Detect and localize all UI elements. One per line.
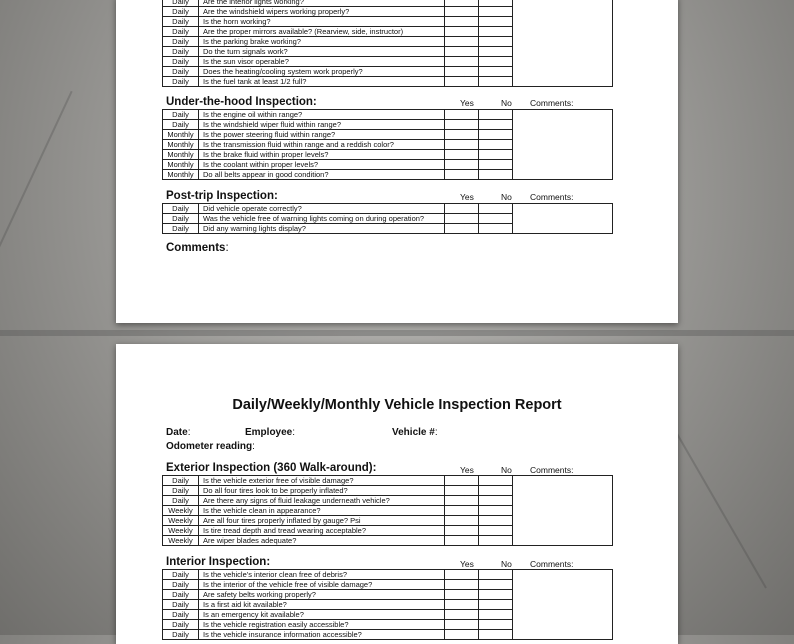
yes-checkbox-cell[interactable]	[445, 526, 479, 536]
frequency-cell: Monthly	[163, 170, 199, 180]
yes-checkbox-cell[interactable]	[445, 57, 479, 67]
table-row	[163, 486, 613, 496]
comments-cell[interactable]	[513, 570, 613, 580]
question-cell: Is the transmission fluid within range and a reddish color?	[199, 140, 445, 150]
no-checkbox-cell[interactable]	[479, 476, 513, 486]
question-cell: Are the interior lights working?	[199, 0, 445, 7]
question-cell: Is the vehicle registration easily accessible?	[199, 620, 445, 630]
yes-checkbox-cell[interactable]	[445, 170, 479, 180]
yes-checkbox-cell[interactable]	[445, 224, 479, 234]
frequency-cell: Daily	[163, 0, 199, 7]
frequency-cell: Daily	[163, 580, 199, 590]
question-cell: Is the windshield wiper fluid within range?	[199, 120, 445, 130]
frequency-cell: Daily	[163, 37, 199, 47]
table-row	[163, 620, 613, 630]
yes-checkbox-cell[interactable]	[445, 17, 479, 27]
no-column-label: No	[501, 465, 512, 475]
table-row	[163, 67, 613, 77]
yes-checkbox-cell[interactable]	[445, 590, 479, 600]
comments-cell[interactable]	[513, 47, 613, 57]
yes-checkbox-cell[interactable]	[445, 130, 479, 140]
table-row	[163, 77, 613, 87]
table-row	[163, 476, 613, 486]
comments-cell[interactable]	[513, 600, 613, 610]
no-checkbox-cell[interactable]	[479, 580, 513, 590]
comments-cell[interactable]	[513, 67, 613, 77]
question-cell: Does the heating/cooling system work properly?	[199, 67, 445, 77]
question-cell: Are all four tires properly inflated by gauge? Psi	[199, 516, 445, 526]
frequency-cell: Daily	[163, 486, 199, 496]
no-checkbox-cell[interactable]	[479, 120, 513, 130]
no-checkbox-cell[interactable]	[479, 610, 513, 620]
frequency-cell: Monthly	[163, 140, 199, 150]
comments-cell[interactable]	[513, 214, 613, 224]
table-row	[163, 170, 613, 180]
question-cell: Is the brake fluid within proper levels?	[199, 150, 445, 160]
no-checkbox-cell[interactable]	[479, 27, 513, 37]
report-title: Daily/Weekly/Monthly Vehicle Inspection Report	[232, 397, 562, 413]
question-cell: Is the power steering fluid within range?	[199, 130, 445, 140]
comments-cell[interactable]	[513, 37, 613, 47]
question-cell: Is the vehicle's interior clean free of debris?	[199, 570, 445, 580]
frequency-cell: Daily	[163, 224, 199, 234]
yes-checkbox-cell[interactable]	[445, 600, 479, 610]
frequency-cell: Daily	[163, 476, 199, 486]
table-row	[163, 516, 613, 526]
table-row	[163, 496, 613, 506]
frequency-cell: Daily	[163, 17, 199, 27]
no-checkbox-cell[interactable]	[479, 7, 513, 17]
table-row	[163, 224, 613, 234]
question-cell: Is a first aid kit available?	[199, 600, 445, 610]
no-checkbox-cell[interactable]	[479, 590, 513, 600]
yes-column-label: Yes	[460, 98, 474, 108]
yes-checkbox-cell[interactable]	[445, 37, 479, 47]
comments-cell[interactable]	[513, 536, 613, 546]
inspection-page-1	[116, 0, 678, 323]
comments-cell[interactable]	[513, 77, 613, 87]
comments-cell[interactable]	[513, 160, 613, 170]
no-checkbox-cell[interactable]	[479, 160, 513, 170]
yes-column-label: Yes	[460, 192, 474, 202]
frequency-cell: Weekly	[163, 516, 199, 526]
no-checkbox-cell[interactable]	[479, 496, 513, 506]
comments-cell[interactable]	[513, 496, 613, 506]
table-row	[163, 570, 613, 580]
question-cell: Is the parking brake working?	[199, 37, 445, 47]
no-checkbox-cell[interactable]	[479, 600, 513, 610]
checklist-table	[162, 203, 613, 234]
no-checkbox-cell[interactable]	[479, 67, 513, 77]
no-column-label: No	[501, 559, 512, 569]
comments-cell[interactable]	[513, 120, 613, 130]
yes-checkbox-cell[interactable]	[445, 486, 479, 496]
comments-cell[interactable]	[513, 476, 613, 486]
frequency-cell: Monthly	[163, 130, 199, 140]
table-row	[163, 37, 613, 47]
comments-heading: Comments:	[166, 242, 229, 254]
frequency-cell: Daily	[163, 590, 199, 600]
comments-cell[interactable]	[513, 7, 613, 17]
yes-checkbox-cell[interactable]	[445, 27, 479, 37]
comments-cell[interactable]	[513, 506, 613, 516]
yes-column-label: Yes	[460, 559, 474, 569]
table-row	[163, 600, 613, 610]
question-cell: Is the fuel tank at least 1/2 full?	[199, 77, 445, 87]
question-cell: Is the vehicle exterior free of visible damage?	[199, 476, 445, 486]
yes-checkbox-cell[interactable]	[445, 77, 479, 87]
comments-cell[interactable]	[513, 27, 613, 37]
question-cell: Is tire tread depth and tread wearing acceptable?	[199, 526, 445, 536]
question-cell: Is the sun visor operable?	[199, 57, 445, 67]
comments-cell[interactable]	[513, 130, 613, 140]
yes-checkbox-cell[interactable]	[445, 570, 479, 580]
yes-column-label: Yes	[460, 465, 474, 475]
comments-column-label: Comments:	[530, 465, 574, 475]
table-row	[163, 160, 613, 170]
no-checkbox-cell[interactable]	[479, 37, 513, 47]
yes-checkbox-cell[interactable]	[445, 120, 479, 130]
yes-checkbox-cell[interactable]	[445, 140, 479, 150]
table-row	[163, 506, 613, 516]
table-row	[163, 17, 613, 27]
no-checkbox-cell[interactable]	[479, 486, 513, 496]
no-checkbox-cell[interactable]	[479, 57, 513, 67]
inspection-page-2	[116, 344, 678, 644]
question-cell: Is the interior of the vehicle free of visible damage?	[199, 580, 445, 590]
no-checkbox-cell[interactable]	[479, 506, 513, 516]
frequency-cell: Daily	[163, 67, 199, 77]
yes-checkbox-cell[interactable]	[445, 620, 479, 630]
question-cell: Are safety belts working properly?	[199, 590, 445, 600]
frequency-cell: Daily	[163, 496, 199, 506]
frequency-cell: Daily	[163, 110, 199, 120]
no-checkbox-cell[interactable]	[479, 140, 513, 150]
vehicle-number-field-label: Vehicle #:	[392, 427, 438, 438]
comments-cell[interactable]	[513, 150, 613, 160]
no-checkbox-cell[interactable]	[479, 110, 513, 120]
frequency-cell: Daily	[163, 630, 199, 640]
question-cell: Do all four tires look to be properly inflated?	[199, 486, 445, 496]
employee-field-label: Employee:	[245, 427, 296, 438]
question-cell: Is the engine oil within range?	[199, 110, 445, 120]
background-texture	[0, 330, 794, 336]
background-texture	[0, 91, 73, 309]
comments-column-label: Comments:	[530, 192, 574, 202]
yes-checkbox-cell[interactable]	[445, 160, 479, 170]
question-cell: Is an emergency kit available?	[199, 610, 445, 620]
comments-cell[interactable]	[513, 516, 613, 526]
comments-cell[interactable]	[513, 526, 613, 536]
section-title: Interior Inspection:	[166, 556, 271, 568]
checklist-table	[162, 109, 613, 180]
comments-cell[interactable]	[513, 610, 613, 620]
table-row	[163, 110, 613, 120]
yes-checkbox-cell[interactable]	[445, 47, 479, 57]
yes-checkbox-cell[interactable]	[445, 496, 479, 506]
checklist-table	[162, 569, 613, 640]
table-row	[163, 57, 613, 67]
question-cell: Is the vehicle clean in appearance?	[199, 506, 445, 516]
no-checkbox-cell[interactable]	[479, 536, 513, 546]
no-checkbox-cell[interactable]	[479, 620, 513, 630]
frequency-cell: Weekly	[163, 526, 199, 536]
yes-checkbox-cell[interactable]	[445, 67, 479, 77]
table-row	[163, 120, 613, 130]
comments-column-label: Comments:	[530, 98, 574, 108]
yes-checkbox-cell[interactable]	[445, 204, 479, 214]
frequency-cell: Daily	[163, 77, 199, 87]
table-row	[163, 536, 613, 546]
no-checkbox-cell[interactable]	[479, 214, 513, 224]
yes-checkbox-cell[interactable]	[445, 516, 479, 526]
table-row	[163, 150, 613, 160]
frequency-cell: Weekly	[163, 536, 199, 546]
yes-checkbox-cell[interactable]	[445, 536, 479, 546]
frequency-cell: Daily	[163, 600, 199, 610]
yes-checkbox-cell[interactable]	[445, 580, 479, 590]
comments-cell[interactable]	[513, 590, 613, 600]
table-row	[163, 610, 613, 620]
odometer-field-label: Odometer reading:	[166, 441, 255, 452]
comments-cell[interactable]	[513, 140, 613, 150]
frequency-cell: Daily	[163, 7, 199, 17]
table-row	[163, 526, 613, 536]
question-cell: Are the proper mirrors available? (Rearview, side, instructor)	[199, 27, 445, 37]
section-title: Post-trip Inspection:	[166, 190, 278, 202]
comments-cell[interactable]	[513, 620, 613, 630]
yes-checkbox-cell[interactable]	[445, 150, 479, 160]
comments-cell[interactable]	[513, 17, 613, 27]
frequency-cell: Monthly	[163, 150, 199, 160]
frequency-cell: Daily	[163, 47, 199, 57]
question-cell: Did any warning lights display?	[199, 224, 445, 234]
yes-checkbox-cell[interactable]	[445, 610, 479, 620]
question-cell: Did vehicle operate correctly?	[199, 204, 445, 214]
section-title: Under-the-hood Inspection:	[166, 96, 317, 108]
checklist-table	[162, 0, 613, 87]
comments-cell[interactable]	[513, 57, 613, 67]
table-row	[163, 130, 613, 140]
frequency-cell: Daily	[163, 570, 199, 580]
table-row	[163, 590, 613, 600]
comments-cell[interactable]	[513, 204, 613, 214]
frequency-cell: Daily	[163, 214, 199, 224]
question-cell: Is the vehicle insurance information accessible?	[199, 630, 445, 640]
frequency-cell: Daily	[163, 610, 199, 620]
comments-column-label: Comments:	[530, 559, 574, 569]
table-row	[163, 47, 613, 57]
table-row	[163, 214, 613, 224]
yes-checkbox-cell[interactable]	[445, 7, 479, 17]
question-cell: Was the vehicle free of warning lights coming on during operation?	[199, 214, 445, 224]
question-cell: Is the horn working?	[199, 17, 445, 27]
yes-checkbox-cell[interactable]	[445, 476, 479, 486]
no-checkbox-cell[interactable]	[479, 516, 513, 526]
no-checkbox-cell[interactable]	[479, 204, 513, 214]
comments-cell[interactable]	[513, 580, 613, 590]
background-texture	[675, 432, 767, 589]
table-row	[163, 204, 613, 214]
no-checkbox-cell[interactable]	[479, 150, 513, 160]
frequency-cell: Daily	[163, 204, 199, 214]
frequency-cell: Daily	[163, 620, 199, 630]
no-checkbox-cell[interactable]	[479, 47, 513, 57]
frequency-cell: Daily	[163, 57, 199, 67]
no-checkbox-cell[interactable]	[479, 17, 513, 27]
no-checkbox-cell[interactable]	[479, 224, 513, 234]
no-checkbox-cell[interactable]	[479, 130, 513, 140]
question-cell: Is the coolant within proper levels?	[199, 160, 445, 170]
question-cell: Are the windshield wipers working properly?	[199, 7, 445, 17]
yes-checkbox-cell[interactable]	[445, 214, 479, 224]
frequency-cell: Weekly	[163, 506, 199, 516]
table-row	[163, 140, 613, 150]
yes-checkbox-cell[interactable]	[445, 506, 479, 516]
no-checkbox-cell[interactable]	[479, 77, 513, 87]
no-checkbox-cell[interactable]	[479, 570, 513, 580]
comments-cell[interactable]	[513, 486, 613, 496]
no-column-label: No	[501, 98, 512, 108]
table-row	[163, 580, 613, 590]
table-row	[163, 27, 613, 37]
frequency-cell: Monthly	[163, 160, 199, 170]
frequency-cell: Daily	[163, 120, 199, 130]
section-title: Exterior Inspection (360 Walk-around):	[166, 462, 377, 474]
no-column-label: No	[501, 192, 512, 202]
table-row	[163, 7, 613, 17]
checklist-table	[162, 475, 613, 546]
date-field-label: Date:	[166, 427, 191, 438]
question-cell: Do all belts appear in good condition?	[199, 170, 445, 180]
no-checkbox-cell[interactable]	[479, 170, 513, 180]
question-cell: Are wiper blades adequate?	[199, 536, 445, 546]
yes-checkbox-cell[interactable]	[445, 110, 479, 120]
no-checkbox-cell[interactable]	[479, 526, 513, 536]
comments-cell[interactable]	[513, 224, 613, 234]
question-cell: Do the turn signals work?	[199, 47, 445, 57]
comments-cell[interactable]	[513, 110, 613, 120]
comments-cell[interactable]	[513, 170, 613, 180]
frequency-cell: Daily	[163, 27, 199, 37]
question-cell: Are there any signs of fluid leakage underneath vehicle?	[199, 496, 445, 506]
